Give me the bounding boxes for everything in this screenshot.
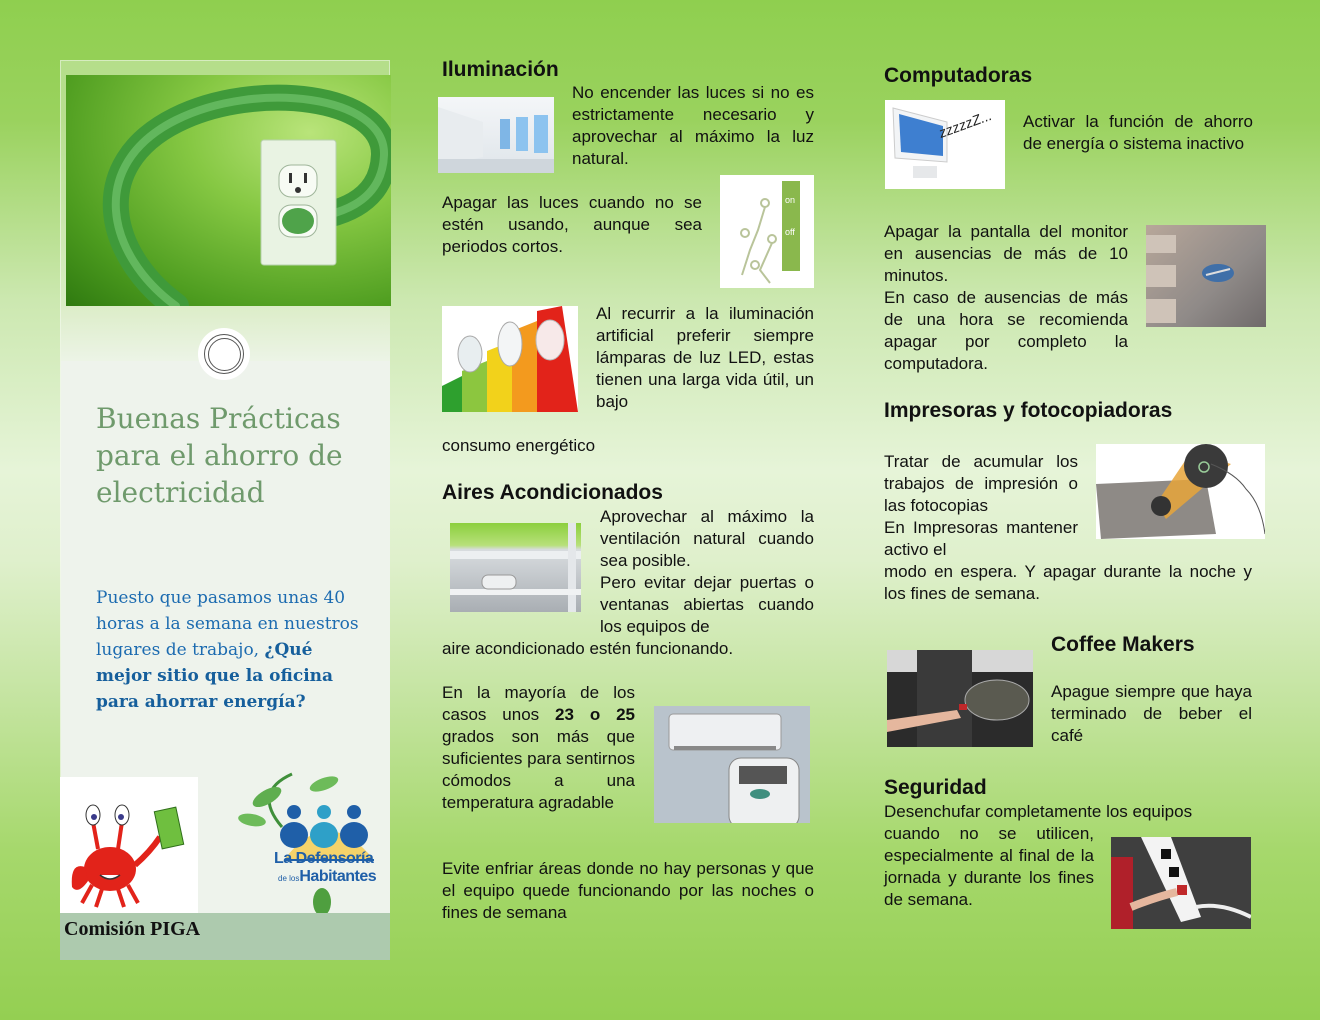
aires-tip-4: Evite enfriar áreas donde no hay personas y que el equipo quede funcionando por las noches o fines de semana <box>442 859 814 922</box>
intro-question: ¿Qué mejor sitio que la oficina para ahorrar energía? <box>96 640 334 712</box>
commission-label: Comisión PIGA <box>64 918 201 940</box>
iluminacion-tip-1: No encender las luces si no es estrictamente necesario y aprovechar al máximo la luz natural. <box>572 83 814 168</box>
outlet-cable-illustration <box>66 75 391 306</box>
aires-tip-2: Pero evitar dejar puertas o ventanas abiertas cuando los equipos de <box>600 573 814 636</box>
heading-aires: Aires Acondicionados <box>442 481 663 504</box>
heading-iluminacion: Iluminación <box>442 58 559 81</box>
image-power-button <box>1146 225 1266 327</box>
image-light-switch-climbers <box>720 175 814 288</box>
title-line: electricidad <box>96 476 265 509</box>
iluminacion-tip-3-tail: consumo energético <box>442 436 596 455</box>
computadoras-tip-2: Apagar la pantalla del monitor en ausencias de más de 10 minutos. <box>884 222 1128 285</box>
brochure-title <box>96 400 376 511</box>
title-line: Buenas Prácticas <box>96 402 341 435</box>
aires-tip-2-tail: aire acondicionado estén funcionando. <box>442 639 734 658</box>
image-power-strip-unplug <box>1111 837 1251 929</box>
image-sleeping-computer <box>885 100 1005 189</box>
image-open-window <box>450 523 581 612</box>
computadoras-tip-1: Activar la función de ahorro de energía o sistema inactivo <box>1023 112 1253 153</box>
svg-text:on: on <box>785 195 796 205</box>
image-coffee-maker <box>887 650 1033 747</box>
crab-mascot-logo <box>60 777 198 913</box>
title-line: para el ahorro de <box>96 439 343 472</box>
image-energy-efficient-bulbs <box>442 306 578 412</box>
aires-tip-1: Aprovechar al máximo la ventilación natural cuando sea posible. <box>600 507 814 570</box>
computadoras-tip-3: En caso de ausencias de más de una hora se recomienda apagar por completo la computadora. <box>884 288 1128 373</box>
defensoria-habitantes-logo <box>232 772 382 914</box>
iluminacion-tip-3: Al recurrir a la iluminación artificial preferir siempre lámparas de luz LED, estas tienen una larga vida útil, un bajo <box>596 304 814 411</box>
heading-coffee-makers: Coffee Makers <box>1051 633 1195 656</box>
impresoras-tip-2: En Impresoras mantener activo el <box>884 518 1078 559</box>
logo-text-line2: de losHabitantes <box>278 868 377 885</box>
image-bright-room <box>438 97 554 173</box>
logo-text-line1: La Defensoría <box>274 850 374 867</box>
image-printer-power-button <box>1096 444 1265 539</box>
ring-ornament-icon <box>198 328 250 380</box>
intro-text: Puesto que pasamos unas 40 horas a la semana en nuestros lugares de trabajo, <box>96 588 359 660</box>
heading-impresoras: Impresoras y fotocopiadoras <box>884 399 1173 422</box>
svg-text:zzzzzZ...: zzzzzZ... <box>936 106 994 141</box>
seguridad-tip-2: cuando no se utilicen, especialmente al final de la jornada y durante los fines de semana. <box>884 824 1094 909</box>
heading-computadoras: Computadoras <box>884 64 1033 87</box>
hero-image-power-outlet <box>66 75 391 306</box>
coffee-tip-1: Apague siempre que haya terminado de beber el café <box>1051 682 1252 745</box>
seguridad-tip-1: Desenchufar completamente los equipos <box>884 802 1193 821</box>
aires-tip-3: En la mayoría de los casos unos 23 o 25 grados son más que suficientes para sentirnos cómodos a una temperatura agradable <box>442 683 635 812</box>
impresoras-tip-1: Tratar de acumular los trabajos de impresión o las fotocopias <box>884 452 1078 515</box>
iluminacion-tip-2: Apagar las luces cuando no se estén usando, aunque sea periodos cortos. <box>442 193 702 256</box>
temperature-range: 23 o 25 <box>555 705 635 724</box>
svg-text:off: off <box>785 227 795 237</box>
image-air-conditioner-remote <box>654 706 810 823</box>
heading-seguridad: Seguridad <box>884 776 987 799</box>
impresoras-tip-2-tail: modo en espera. Y apagar durante la noche y los fines de semana. <box>884 562 1252 603</box>
intro-paragraph <box>96 585 371 715</box>
